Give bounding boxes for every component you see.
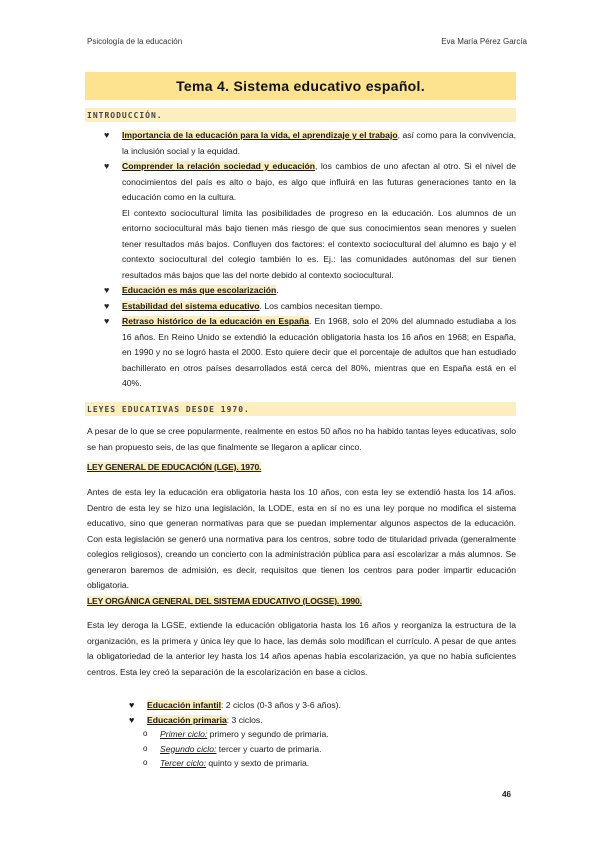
chapter-title-box <box>85 72 516 100</box>
intro-bullet-list <box>104 128 516 392</box>
list-item: ♥ Educación primaria: 3 ciclos. <box>129 713 509 728</box>
header-left: Psicología de la educación <box>87 37 183 46</box>
heart-bullet-icon: ♥ <box>129 700 135 710</box>
heart-bullet-icon: ♥ <box>104 130 110 140</box>
list-item: o Tercer ciclo: quinto y sexto de primaria. <box>143 756 329 771</box>
logse-paragraph: Esta ley deroga la LGSE, extiende la educación obligatoria hasta los 16 años y reorganiza la estructura de la organización, es la primera y única ley que lo hace, las demás solo modifican el currículo. A pesar de que antes la obligatoriedad de la anterior ley hasta los 14 años apenas había escolarización, ya que no había suficientes centros. Esta ley creó la separación de la escolarización en base a ciclos. <box>87 620 516 677</box>
logse-heading: LEY ORGÁNICA GENERAL DEL SISTEMA EDUCATIVO (LOGSE). 1990. <box>87 596 362 606</box>
section-intro-title: INTRODUCCIÓN. <box>87 110 163 120</box>
heart-bullet-icon: ♥ <box>104 300 110 311</box>
list-item: ♥ Importancia de la educación para la vida, el aprendizaje y el trabajo, así como para la convivencia, la inclusión social y la equidad. <box>104 130 517 156</box>
heart-bullet-icon: ♥ <box>104 316 110 326</box>
section-leyes-bar <box>85 402 516 416</box>
circle-bullet-icon: o <box>143 743 148 753</box>
chapter-title: Tema 4. Sistema educativo español. <box>176 78 425 94</box>
lge-paragraph: Antes de esta ley la educación era obligatoria hasta los 10 años, con esta ley se extendió hasta los 14 años. Dentro de esta ley se hizo una legislación, la LODE, esta en sí no es una ley porque no modifica el sistema educativo, sino que generan normativas para que se puedan implementar algunos aspectos de la educación. Con esta legislación se generó una normativa para los centros, sobre todo de titularidad privada (generalmente colegios religiosos), creando un concierto con la administración pública para así escolarizar a más alumnos. Se generaron baremos de admisión, es decir, requisitos que tienen los centros para poder impartir educación obligatoria. <box>87 487 516 590</box>
list-item: ♥ Estabilidad del sistema educativo. Los cambios necesitan tiempo. <box>104 299 516 315</box>
heart-bullet-icon: ♥ <box>129 714 135 725</box>
logse-stage-list <box>129 698 509 727</box>
header-right: Eva María Pérez García <box>441 37 527 46</box>
list-item: ♥ Comprender la relación sociedad y educación, los cambios de uno afectan al otro. Si el nivel de conocimientos del país es alto o bajo, es algo que influirá en las futuras generaciones tanto en la educación como en la cultura. El contexto sociocultural limita las posibilidades de progreso en la educación. Los alumnos de un entorno sociocultural más bajo tienen más riesgo de que sus conocimientos sean menores y suelen tener resultados más bajos. Confluyen dos factores: el contexto sociocultural del alumno es bajo y el contexto sociocultural del colegio también lo es. Ej.: las comunidades autónomas del sur tienen resultados más bajos que las del norte debido al contexto sociocultural. <box>104 161 516 280</box>
section-leyes-title: LEYES EDUCATIVAS DESDE 1970. <box>87 404 250 414</box>
list-item: o Segundo ciclo: tercer y cuarto de primaria. <box>143 742 329 757</box>
leyes-intro-paragraph: A pesar de lo que se cree popularmente, realmente en estos 50 años no ha habido tantas leyes educativas, solo se han propuesto seis, de las que finalmente se llegaron a aplicar cinco. <box>87 426 516 452</box>
section-intro-bar <box>85 108 516 122</box>
list-item: ♥ Educación es más que escolarización. <box>104 283 516 299</box>
list-item: ♥ Retraso histórico de la educación en España. En 1968, solo el 20% del alumnado estudiaba a los 16 años. En Reino Unido se extendió la educación obligatoria hasta los 16 años en 1968; en España, en 1990 y no se logró hasta el 2000. Esto quiere decir que el porcentaje de adultos que han estudiado bachillerato en otros países desarrollados está cerca del 80%, mientras que en España está en el 40%. <box>104 316 516 388</box>
list-item: o Primer ciclo: primero y segundo de primaria. <box>143 727 329 742</box>
circle-bullet-icon: o <box>143 729 148 738</box>
heart-bullet-icon: ♥ <box>104 161 110 171</box>
lge-heading: LEY GENERAL DE EDUCACIÓN (LGE). 1970. <box>87 462 262 472</box>
circle-bullet-icon: o <box>143 758 148 767</box>
primaria-cycle-list <box>143 727 329 771</box>
heart-bullet-icon: ♥ <box>104 285 110 295</box>
list-item: ♥ Educación infantil: 2 ciclos (0-3 años y 3-6 años). <box>129 698 509 713</box>
page-number: 46 <box>502 790 511 799</box>
